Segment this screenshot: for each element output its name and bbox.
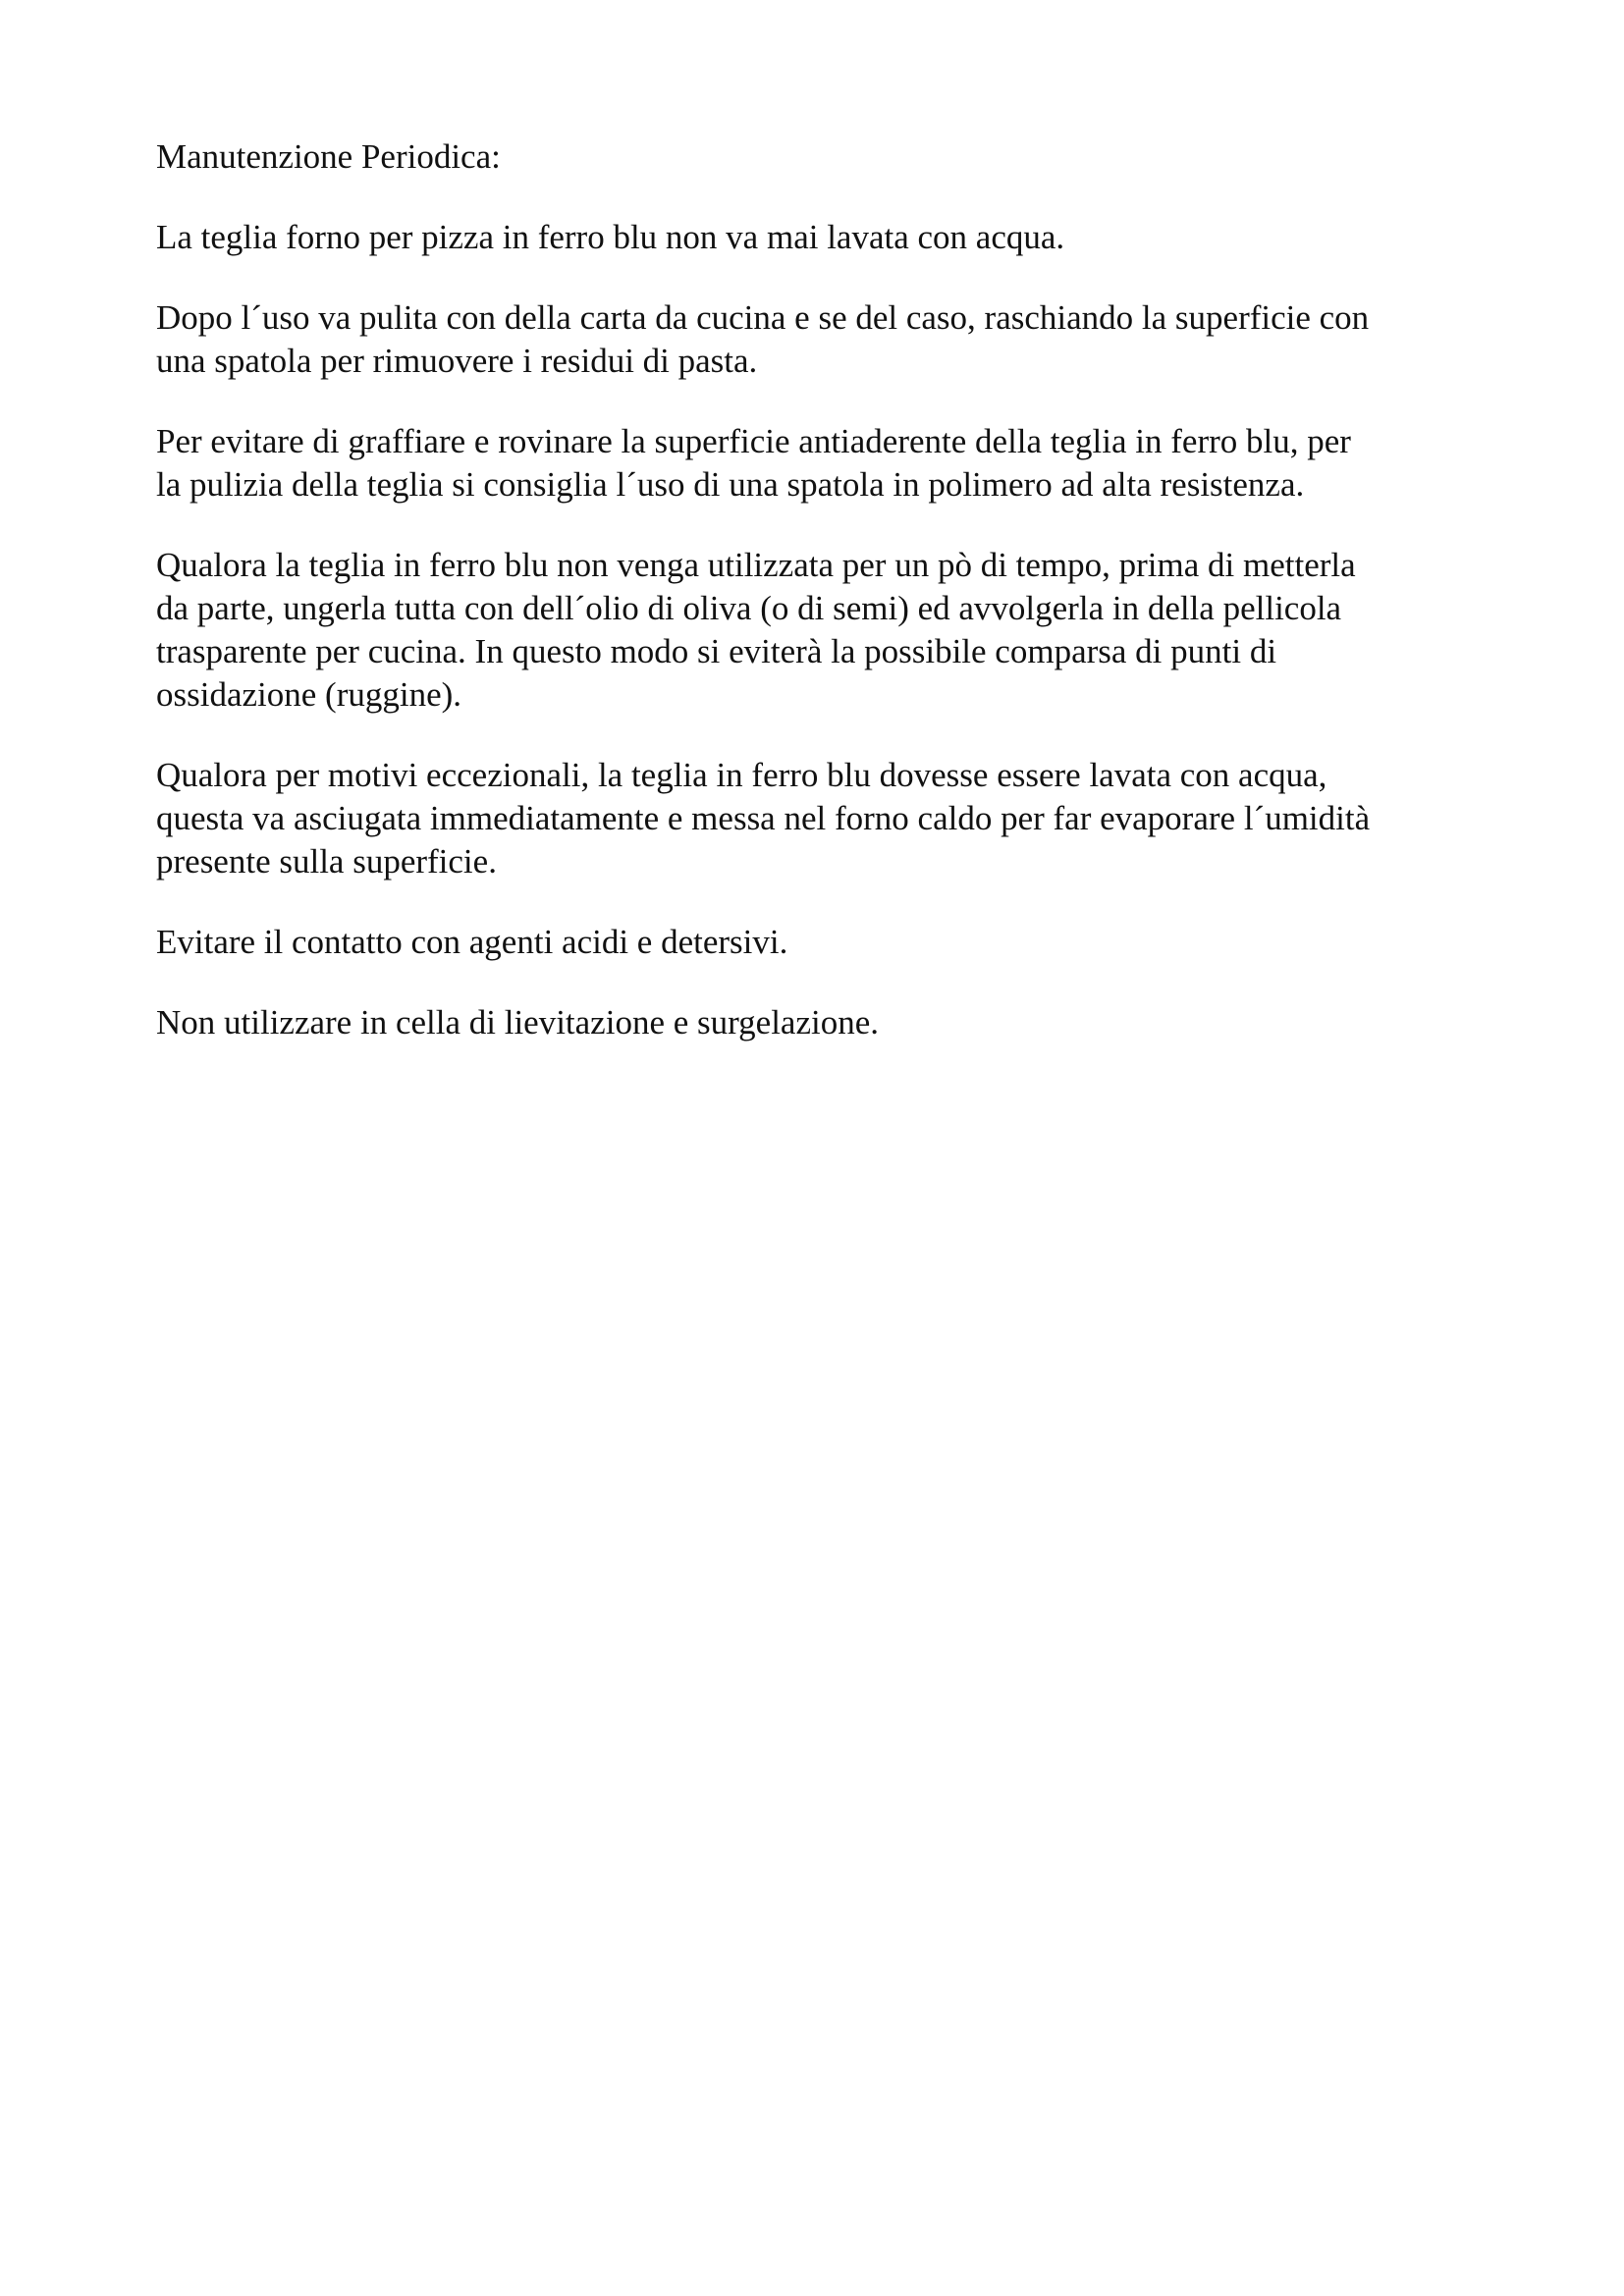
paragraph-storage [156,544,1491,717]
text-line: presente sulla superficie. [156,842,497,881]
text-line: Non utilizzare in cella di lievitazione e surgelazione. [156,1003,879,1041]
paragraph-no-proofing-freezing [156,1001,1491,1044]
text-line: da parte, ungerla tutta con dell´olio di oliva (o di semi) ed avvolgerla in della pellicola [156,589,1342,627]
text-line: la pulizia della teglia si consiglia l´uso di una spatola in polimero ad alta resistenza. [156,465,1305,504]
text-line: questa va asciugata immediatamente e messa nel forno caldo per far evaporare l´umidità [156,799,1371,837]
document-body [156,135,1491,1082]
text-line: una spatola per rimuovere i residui di pasta. [156,342,758,380]
paragraph-cleaning-after-use [156,296,1491,383]
paragraph-no-water [156,216,1491,259]
document-title: Manutenzione Periodica: [156,137,501,176]
text-line: La teglia forno per pizza in ferro blu non va mai lavata con acqua. [156,218,1065,256]
text-line: Per evitare di graffiare e rovinare la superficie antiaderente della teglia in ferro blu, per [156,422,1351,460]
paragraph-exceptional-washing [156,754,1491,883]
text-line: Evitare il contatto con agenti acidi e detersivi. [156,923,788,961]
text-line: ossidazione (ruggine). [156,675,462,714]
text-line: Qualora per motivi eccezionali, la teglia in ferro blu dovesse essere lavata con acqua, [156,756,1327,794]
text-line: trasparente per cucina. In questo modo si eviterà la possibile comparsa di punti di [156,632,1277,670]
text-line: Qualora la teglia in ferro blu non venga utilizzata per un pò di tempo, prima di metterla [156,546,1356,584]
text-line: Dopo l´uso va pulita con della carta da cucina e se del caso, raschiando la superficie con [156,298,1370,337]
paragraph-avoid-acids [156,921,1491,964]
paragraph-spatula-advice [156,420,1491,507]
